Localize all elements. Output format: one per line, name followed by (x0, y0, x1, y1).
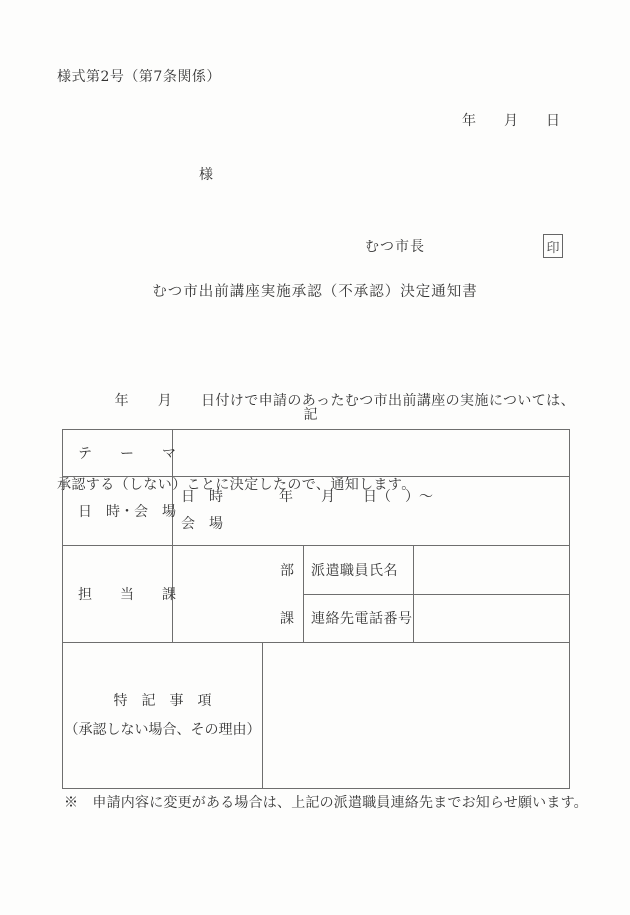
charge-section-label-cell: 担 当 課 (63, 546, 173, 642)
staff-name-row (304, 546, 569, 594)
datetime-line: 日 時 年 月 日（ ）～ (181, 489, 433, 505)
body-line-2: 承認する（しない）ことに決定したので、通知します。 (57, 477, 416, 493)
table-row-datetime-venue (63, 476, 569, 545)
theme-label-cell: テ ー マ (63, 430, 173, 476)
special-notes-value-cell (263, 643, 569, 788)
staff-name-value-cell (414, 546, 569, 594)
special-notes-label-line1: 特 記 事 項 (113, 692, 212, 709)
seal-label: 印 (546, 240, 560, 256)
charge-section-subgrid (304, 546, 569, 642)
phone-row (304, 594, 569, 643)
body-line-1: 年 月 日付けで申請のあったむつ市出前講座の実施については、 (57, 393, 575, 409)
issue-date-line: 年 月 日 (462, 113, 560, 129)
division-suffix: 課 (280, 611, 294, 627)
phone-value-cell (414, 595, 569, 643)
special-notes-label-line2: （承認しない場合、その理由） (64, 721, 261, 738)
notification-table (62, 429, 570, 789)
footnote: ※ 申請内容に変更がある場合は、上記の派遣職員連絡先までお知らせ願います。 (64, 795, 588, 811)
special-notes-label-cell (63, 643, 263, 788)
recipient-label: 様 (199, 167, 213, 183)
table-row-theme (63, 430, 569, 476)
issuer-name: むつ市長 (365, 239, 425, 255)
staff-name-label-cell: 派遣職員氏名 (304, 546, 414, 594)
document-title: むつ市出前講座実施承認（不承認）決定通知書 (152, 284, 478, 300)
datetime-venue-label-cell: 日 時・会 場 (63, 477, 173, 545)
table-row-special-notes (63, 642, 569, 788)
form-number: 様式第2号（第7条関係） (57, 69, 221, 85)
venue-line: 会 場 (181, 516, 223, 532)
issuer-row (365, 234, 570, 260)
theme-value-cell (173, 430, 569, 476)
seal-box (543, 234, 563, 258)
table-row-charge-section (63, 545, 569, 642)
department-suffix: 部 (280, 563, 294, 579)
record-marker: 記 (303, 407, 319, 423)
datetime-venue-value-cell (173, 477, 569, 545)
phone-label-cell: 連絡先電話番号 (304, 595, 414, 643)
department-division-cell (173, 546, 304, 642)
